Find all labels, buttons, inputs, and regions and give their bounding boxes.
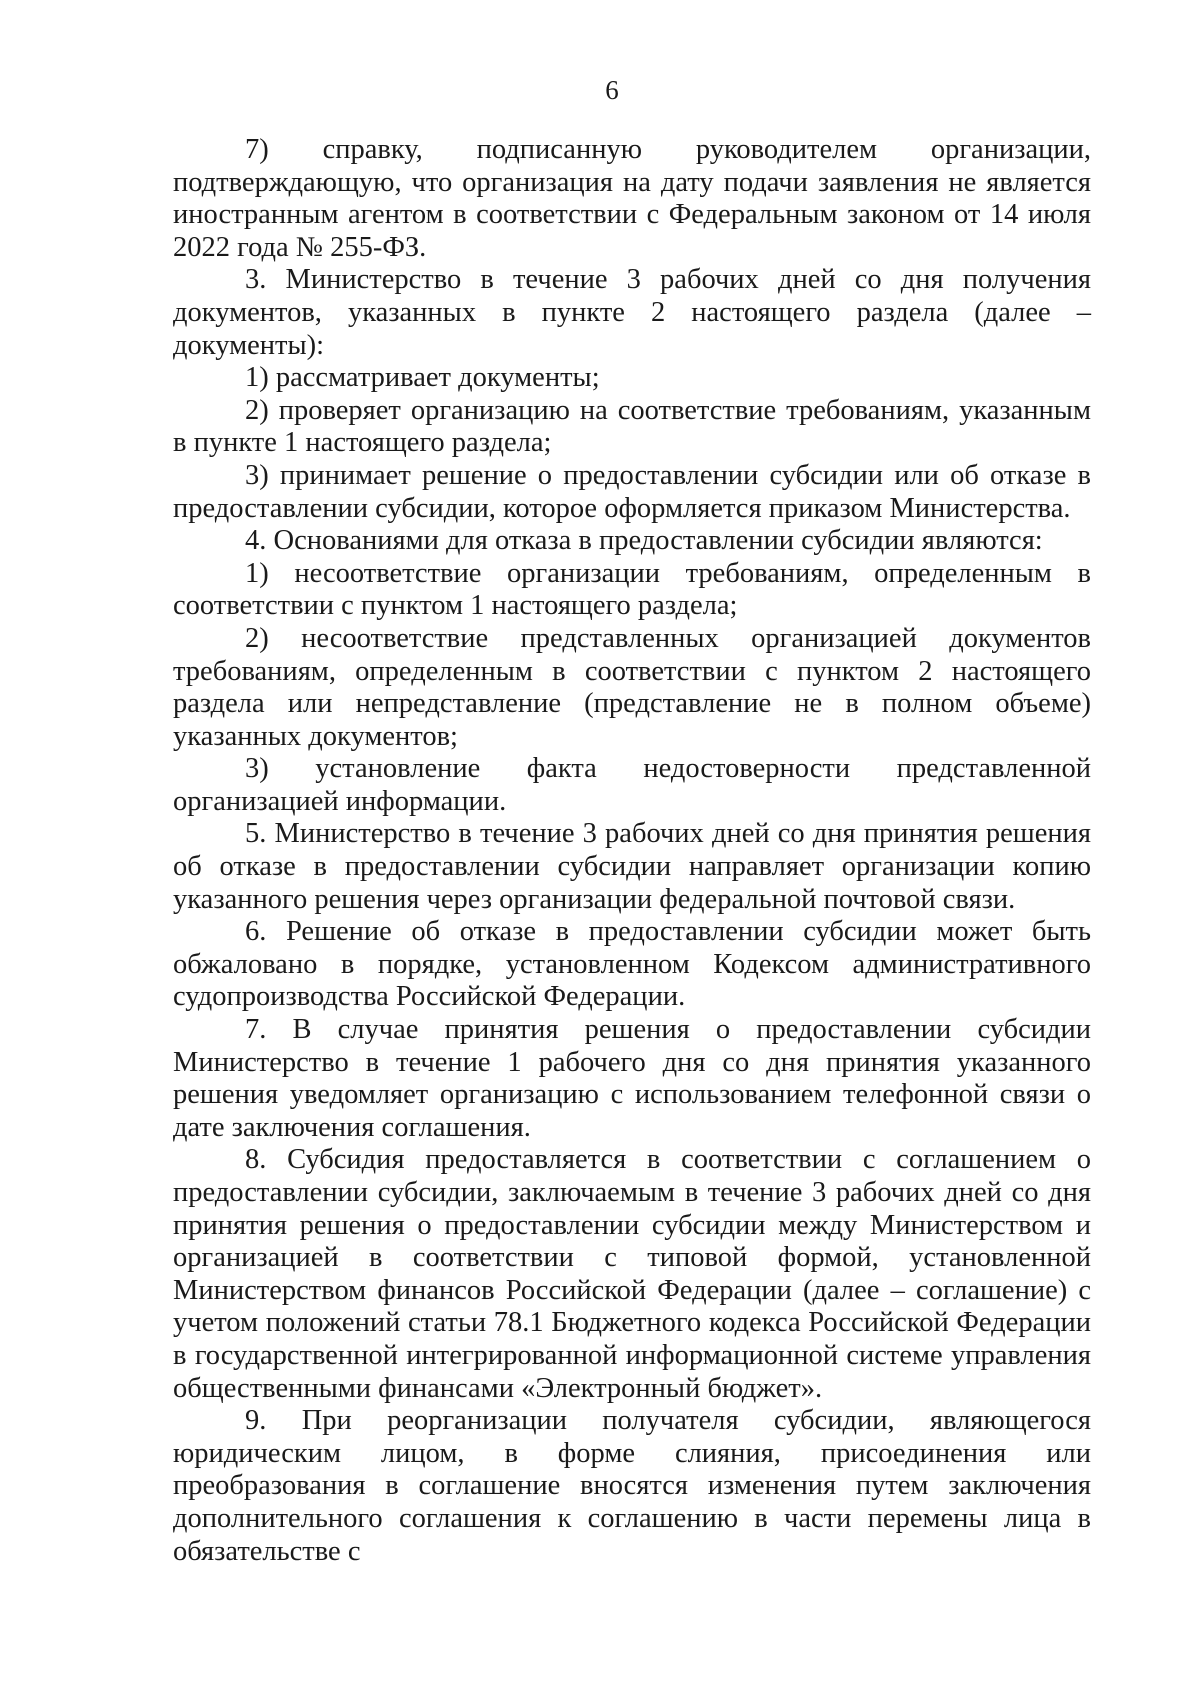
- paragraph-section-6: 6. Решение об отказе в предоставлении субсидии может быть обжаловано в порядке, установленном Кодексом административного судопроизводства Российской Федерации.: [173, 916, 1091, 1013]
- page-number: 6: [605, 75, 619, 105]
- paragraph-3-item-2: 2) проверяет организацию на соответствие требованиям, указанным в пункте 1 настоящего раздела;: [173, 394, 1091, 459]
- paragraph-section-4: 4. Основаниями для отказа в предоставлении субсидии являются:: [245, 525, 1043, 557]
- paragraph-4-item-1: 1) несоответствие организации требованиям, определенным в соответствии с пунктом 1 настоящего раздела;: [173, 557, 1091, 622]
- paragraph-3-item-1: 1) рассматривает документы;: [245, 362, 600, 394]
- paragraph-section-9: 9. При реорганизации получателя субсидии, являющегося юридическим лицом, в форме слияния, присоединения или преобразования в соглашение вносятся изменения путем заключения дополнительного соглашения к соглашению в части перемены лица в обязательстве с: [173, 1405, 1091, 1567]
- paragraph-4-item-2: 2) несоответствие представленных организацией документов требованиям, определенным в соответствии с пунктом 2 настоящего раздела или непредставление (представление не в полном объеме) указанных документов;: [173, 622, 1091, 752]
- paragraph-item-7-certificate: 7) справку, подписанную руководителем организации, подтверждающую, что организация на дату подачи заявления не является иностранным агентом в соответствии с Федеральным законом от 14 июля 2022 года № 255-ФЗ.: [173, 134, 1091, 263]
- paragraph-section-3: 3. Министерство в течение 3 рабочих дней со дня получения документов, указанных в пункте 2 настоящего раздела (далее – документы):: [173, 264, 1091, 361]
- paragraph-3-item-3: 3) принимает решение о предоставлении субсидии или об отказе в предоставлении субсидии, которое оформляется приказом Министерства.: [173, 459, 1091, 524]
- paragraph-section-7: 7. В случае принятия решения о предоставлении субсидии Министерство в течение 1 рабочего дня со дня принятия указанного решения уведомляет организацию с использованием телефонной связи о дате заключения соглашения.: [173, 1014, 1091, 1143]
- paragraph-section-8: 8. Субсидия предоставляется в соответствии с соглашением о предоставлении субсидии, заключаемым в течение 3 рабочих дней со дня принятия решения о предоставлении субсидии между Министерством и организацией в соответствии с типовой формой, установленной Министерством финансов Российской Федерации (далее – соглашение) с учетом положений статьи 78.1 Бюджетного кодекса Российской Федерации в государственной интегрированной информационной системе управления общественными финансами «Электронный бюджет».: [173, 1144, 1091, 1404]
- paragraph-section-5: 5. Министерство в течение 3 рабочих дней со дня принятия решения об отказе в предоставлении субсидии направляет организации копию указанного решения через организации федеральной почтовой связи.: [173, 818, 1091, 915]
- paragraph-4-item-3: 3) установление факта недостоверности представленной организацией информации.: [173, 753, 1091, 817]
- document-body: [173, 134, 1091, 1568]
